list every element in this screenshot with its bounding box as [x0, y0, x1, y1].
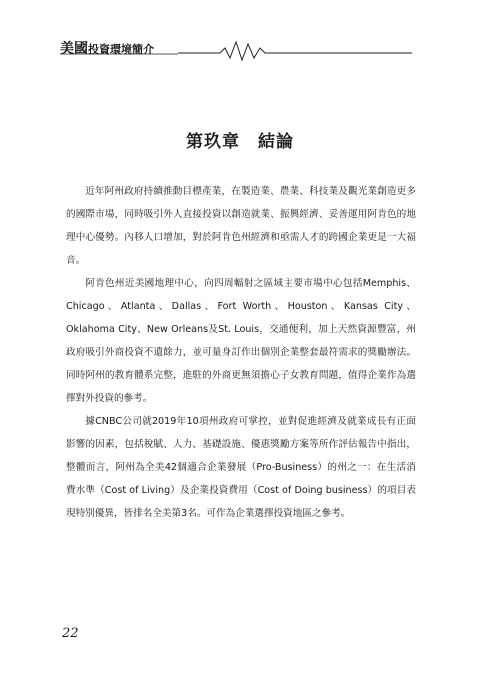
header-title-big: 美國 — [60, 41, 88, 57]
chapter-title: 第玖章 結論 — [186, 132, 294, 152]
page-number: 22 — [62, 626, 79, 641]
header-title — [60, 38, 154, 58]
running-header — [60, 34, 420, 64]
body-text — [66, 180, 416, 525]
paragraph-2: 阿肯色州近美國地理中心，向四周輻射之區域主要市場中心包括Memphis、Chicago、Atlanta、Dallas、Fort Worth、Houston、Kansas City、Oklahoma City、New Orleans及St. Louis，交通便利，加上天然資源豐富，州政府吸引外商投資不遺餘力，並可量身訂作出個別企業整套最符需求的獎勵辦法。同時阿州的教育體系完整，進駐的外商更無須擔心子女教育問題，值得企業作為選擇對外投資的參考。 — [66, 278, 416, 404]
header-title-small: 投資環境簡介 — [88, 43, 154, 56]
paragraph-1: 近年阿州政府持續推動目標產業，在製造業、農業、科技業及觀光業創造更多的國際市場，同時吸引外人直接投資以創造就業、振興經濟、妥善運用阿肯色的地理中心優勢。內移人口增加，對於阿肯色州經濟和亟需人才的跨國企業更是一大福音。 — [66, 186, 416, 266]
paragraph-3: 據CNBC公司就2019年10項州政府可掌控，並對促進經濟及就業成長有正面影響的因素，包括稅賦、人力、基礎設施、優惠獎勵方案等所作評估報告中指出，整體而言，阿州為全美42個適合企業發展（Pro-Business）的州之一：在生活消費水準（Cost of Living）及企業投資費用（Cost of Doing business）的項目表現特別優異，皆排名全美第3名。可作為企業選擇投資地區之參考。 — [66, 416, 416, 519]
